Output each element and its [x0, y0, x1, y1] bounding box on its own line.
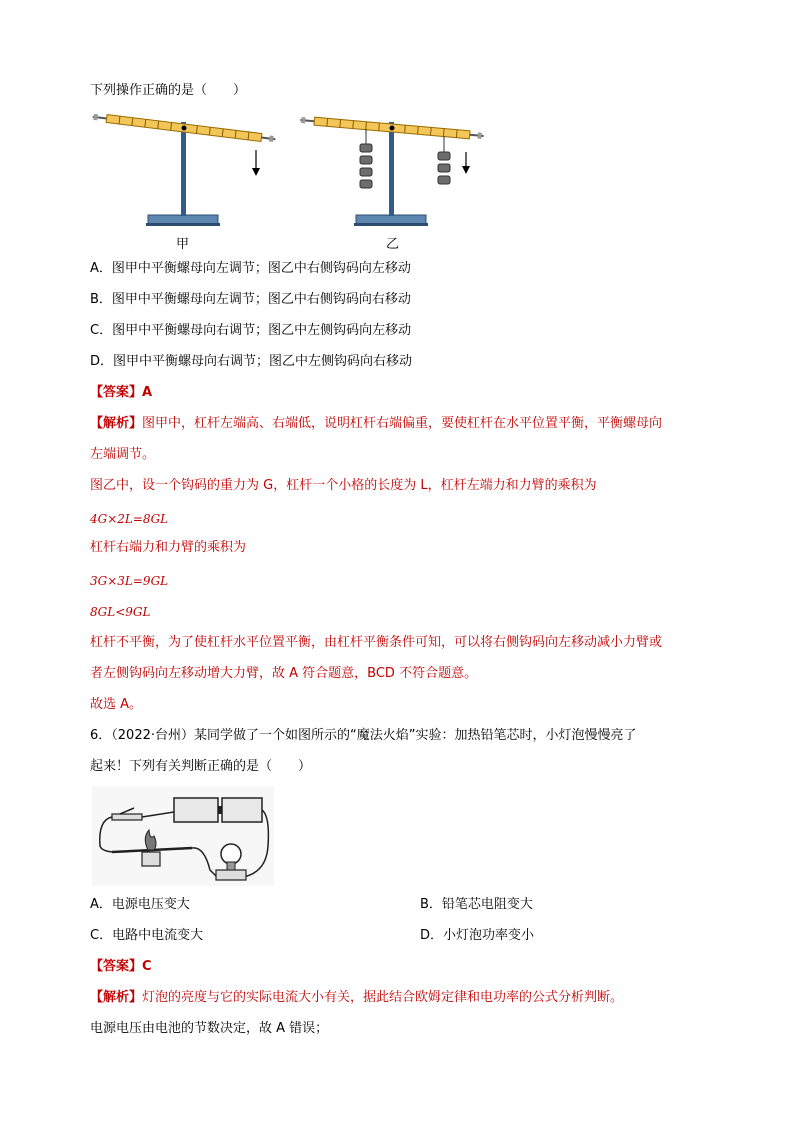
lever-figure-right — [298, 104, 494, 252]
analysis-line: 图乙中，设一个钩码的重力为 G，杠杆一个小格的长度为 L，杠杆左端力和力臂的乘积为 — [90, 478, 597, 493]
answer-tag: 【答案】 — [90, 385, 143, 400]
analysis-line: 故选 A。 — [90, 697, 143, 712]
option-a: A．电源电压变大 — [90, 897, 190, 912]
option-d: D．小灯泡功率变小 — [420, 928, 535, 943]
option-a: A．图甲中平衡螺母向左调节；图乙中右侧钩码向左移动 — [90, 261, 411, 276]
answer-tag: 【答案】 — [90, 959, 143, 974]
option-c: C．图甲中平衡螺母向右调节；图乙中左侧钩码向左移动 — [90, 323, 412, 338]
answer-line — [90, 958, 152, 976]
answer-value: C — [142, 959, 152, 974]
analysis-line — [90, 989, 623, 1007]
option-d: D．图甲中平衡螺母向右调节；图乙中左侧钩码向右移动 — [90, 354, 413, 369]
analysis-line: 杠杆不平衡，为了使杠杆水平位置平衡，由杠杆平衡条件可知，可以将右侧钩码向左移动减小力臂或 — [90, 635, 663, 650]
equation-line: 3G×3L=9GL — [90, 574, 169, 588]
analysis-text: 图甲中，杠杆左端高、右端低，说明杠杆右端偏重，要使杠杆在水平位置平衡，平衡螺母向 — [142, 416, 663, 431]
question-stem: 下列操作正确的是（ ） — [90, 83, 247, 98]
question-stem: 6．（2022·台州）某同学做了一个如图所示的“魔法火焰”实验：加热铅笔芯时，小灯泡慢慢亮了 — [90, 728, 637, 743]
analysis-line: 电源电压由电池的节数决定，故 A 错误； — [90, 1021, 329, 1036]
analysis-line: 者左侧钩码向左移动增大力臂，故 A 符合题意，BCD 不符合题意。 — [90, 666, 478, 681]
analysis-line: 左端调节。 — [90, 447, 156, 462]
question-stem: 起来！下列有关判断正确的是（ ） — [90, 759, 312, 774]
option-c: C．电路中电流变大 — [90, 928, 204, 943]
analysis-tag: 【解析】 — [90, 416, 143, 431]
analysis-tag: 【解析】 — [90, 990, 143, 1005]
lever-figure-left — [90, 104, 280, 252]
answer-line — [90, 384, 152, 402]
figure-label-left: 甲 — [176, 237, 190, 252]
option-b: B．铅笔芯电阻变大 — [420, 897, 533, 912]
circuit-figure — [92, 786, 274, 886]
analysis-line: 杠杆右端力和力臂的乘积为 — [90, 540, 247, 555]
equation-line: 8GL<9GL — [90, 605, 151, 619]
figure-label-right: 乙 — [386, 237, 400, 252]
answer-value: A — [142, 385, 153, 400]
weights-left — [360, 129, 372, 188]
analysis-line — [90, 415, 662, 433]
weights-right — [438, 136, 450, 184]
equation-line: 4G×2L=8GL — [90, 512, 169, 526]
option-b: B．图甲中平衡螺母向左调节；图乙中右侧钩码向右移动 — [90, 292, 411, 307]
analysis-text: 灯泡的亮度与它的实际电流大小有关，据此结合欧姆定律和电功率的公式分析判断。 — [142, 990, 624, 1005]
